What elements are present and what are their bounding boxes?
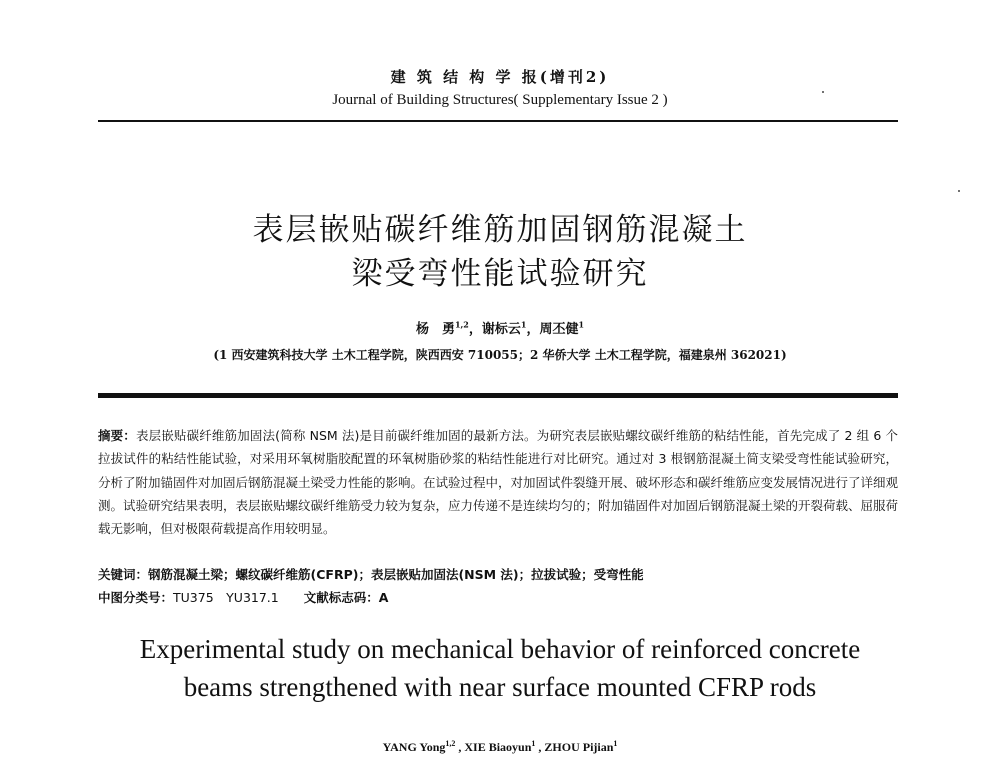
authors-english [0,740,1000,755]
author-name: , ZHOU Pijian [535,740,614,754]
paper-title-chinese-line2: 梁受弯性能试验研究 [351,256,649,292]
paper-title-chinese-line1: 表层嵌贴碳纤维筋加固钢筋混凝土 [252,212,748,248]
author-name: 杨 勇 [415,322,455,337]
author-affiliation-mark: 1 [578,319,585,330]
classification [98,586,388,609]
section-divider [98,393,898,398]
author-name: ，谢标云 [468,322,521,337]
author-name: ，周丕健 [526,322,579,337]
scan-speck [958,190,960,192]
author-affiliation-mark: 1 [531,739,536,748]
author-affiliation-mark: 1 [613,739,618,748]
author-affiliation-mark: 1 [520,319,527,330]
scan-speck [822,91,824,93]
paper-title-english-line1: Experimental study on mechanical behavior of reinforced concrete [139,634,861,664]
authors-chinese [0,318,1000,337]
keywords-text: 钢筋混凝土梁；螺纹碳纤维筋(CFRP)；表层嵌贴加固法(NSM 法)；拉拔试验；受弯性能 [148,567,644,582]
author-name: YANG Yong [382,740,446,754]
paper-title-english-line2: beams strengthened with near surface mounted CFRP rods [183,672,817,702]
abstract-text: 表层嵌贴碳纤维筋加固法(简称 NSM 法)是目前碳纤维加固的最新方法。为研究表层嵌贴螺纹碳纤维筋的粘结性能，首先完成了 2 组 6 个拉拔试件的粘结性能试验，对采用环氧树脂胶配置的环氧树脂砂浆的粘结性能进行对比研究。通过对 3 根钢筋混凝土简支梁受弯性能试验研究，分析了附加锚固件对加固后钢筋混凝土梁受力性能的影响。在试验过程中，对加固试件裂缝开展、破坏形态和碳纤维筋应变发展情况进行了详细观测。试验研究结果表明，表层嵌贴螺纹碳纤维筋受力较为复杂，应力传递不是连续均匀的；附加锚固件对加固后钢筋混凝土梁的开裂荷载、屈服荷载无影响，但对极限荷载提高作用较明显。 [98,428,899,537]
author-affiliation-mark: 1,2 [454,319,469,330]
classification-label: 中图分类号： [98,590,174,605]
header-divider [98,120,898,122]
journal-name-chinese: 建 筑 结 构 学 报(增刊2) [390,68,610,86]
affiliation-chinese: (1 西安建筑科技大学 土木工程学院，陕西西安 710055；2 华侨大学 土木工程学院，福建泉州 362021) [213,348,787,362]
classification-value: TU375 YU317.1 [173,590,279,605]
keywords [98,563,644,586]
author-affiliation-mark: 1,2 [445,739,456,748]
keywords-label: 关键词： [98,567,149,582]
journal-name-english: Journal of Building Structures( Supplementary Issue 2 ) [332,92,668,108]
author-name: , XIE Biaoyun [455,740,532,754]
document-code-value: A [378,590,389,605]
abstract [98,424,898,540]
document-code-label: 文献标志码： [303,590,379,605]
abstract-label: 摘要： [98,428,136,443]
